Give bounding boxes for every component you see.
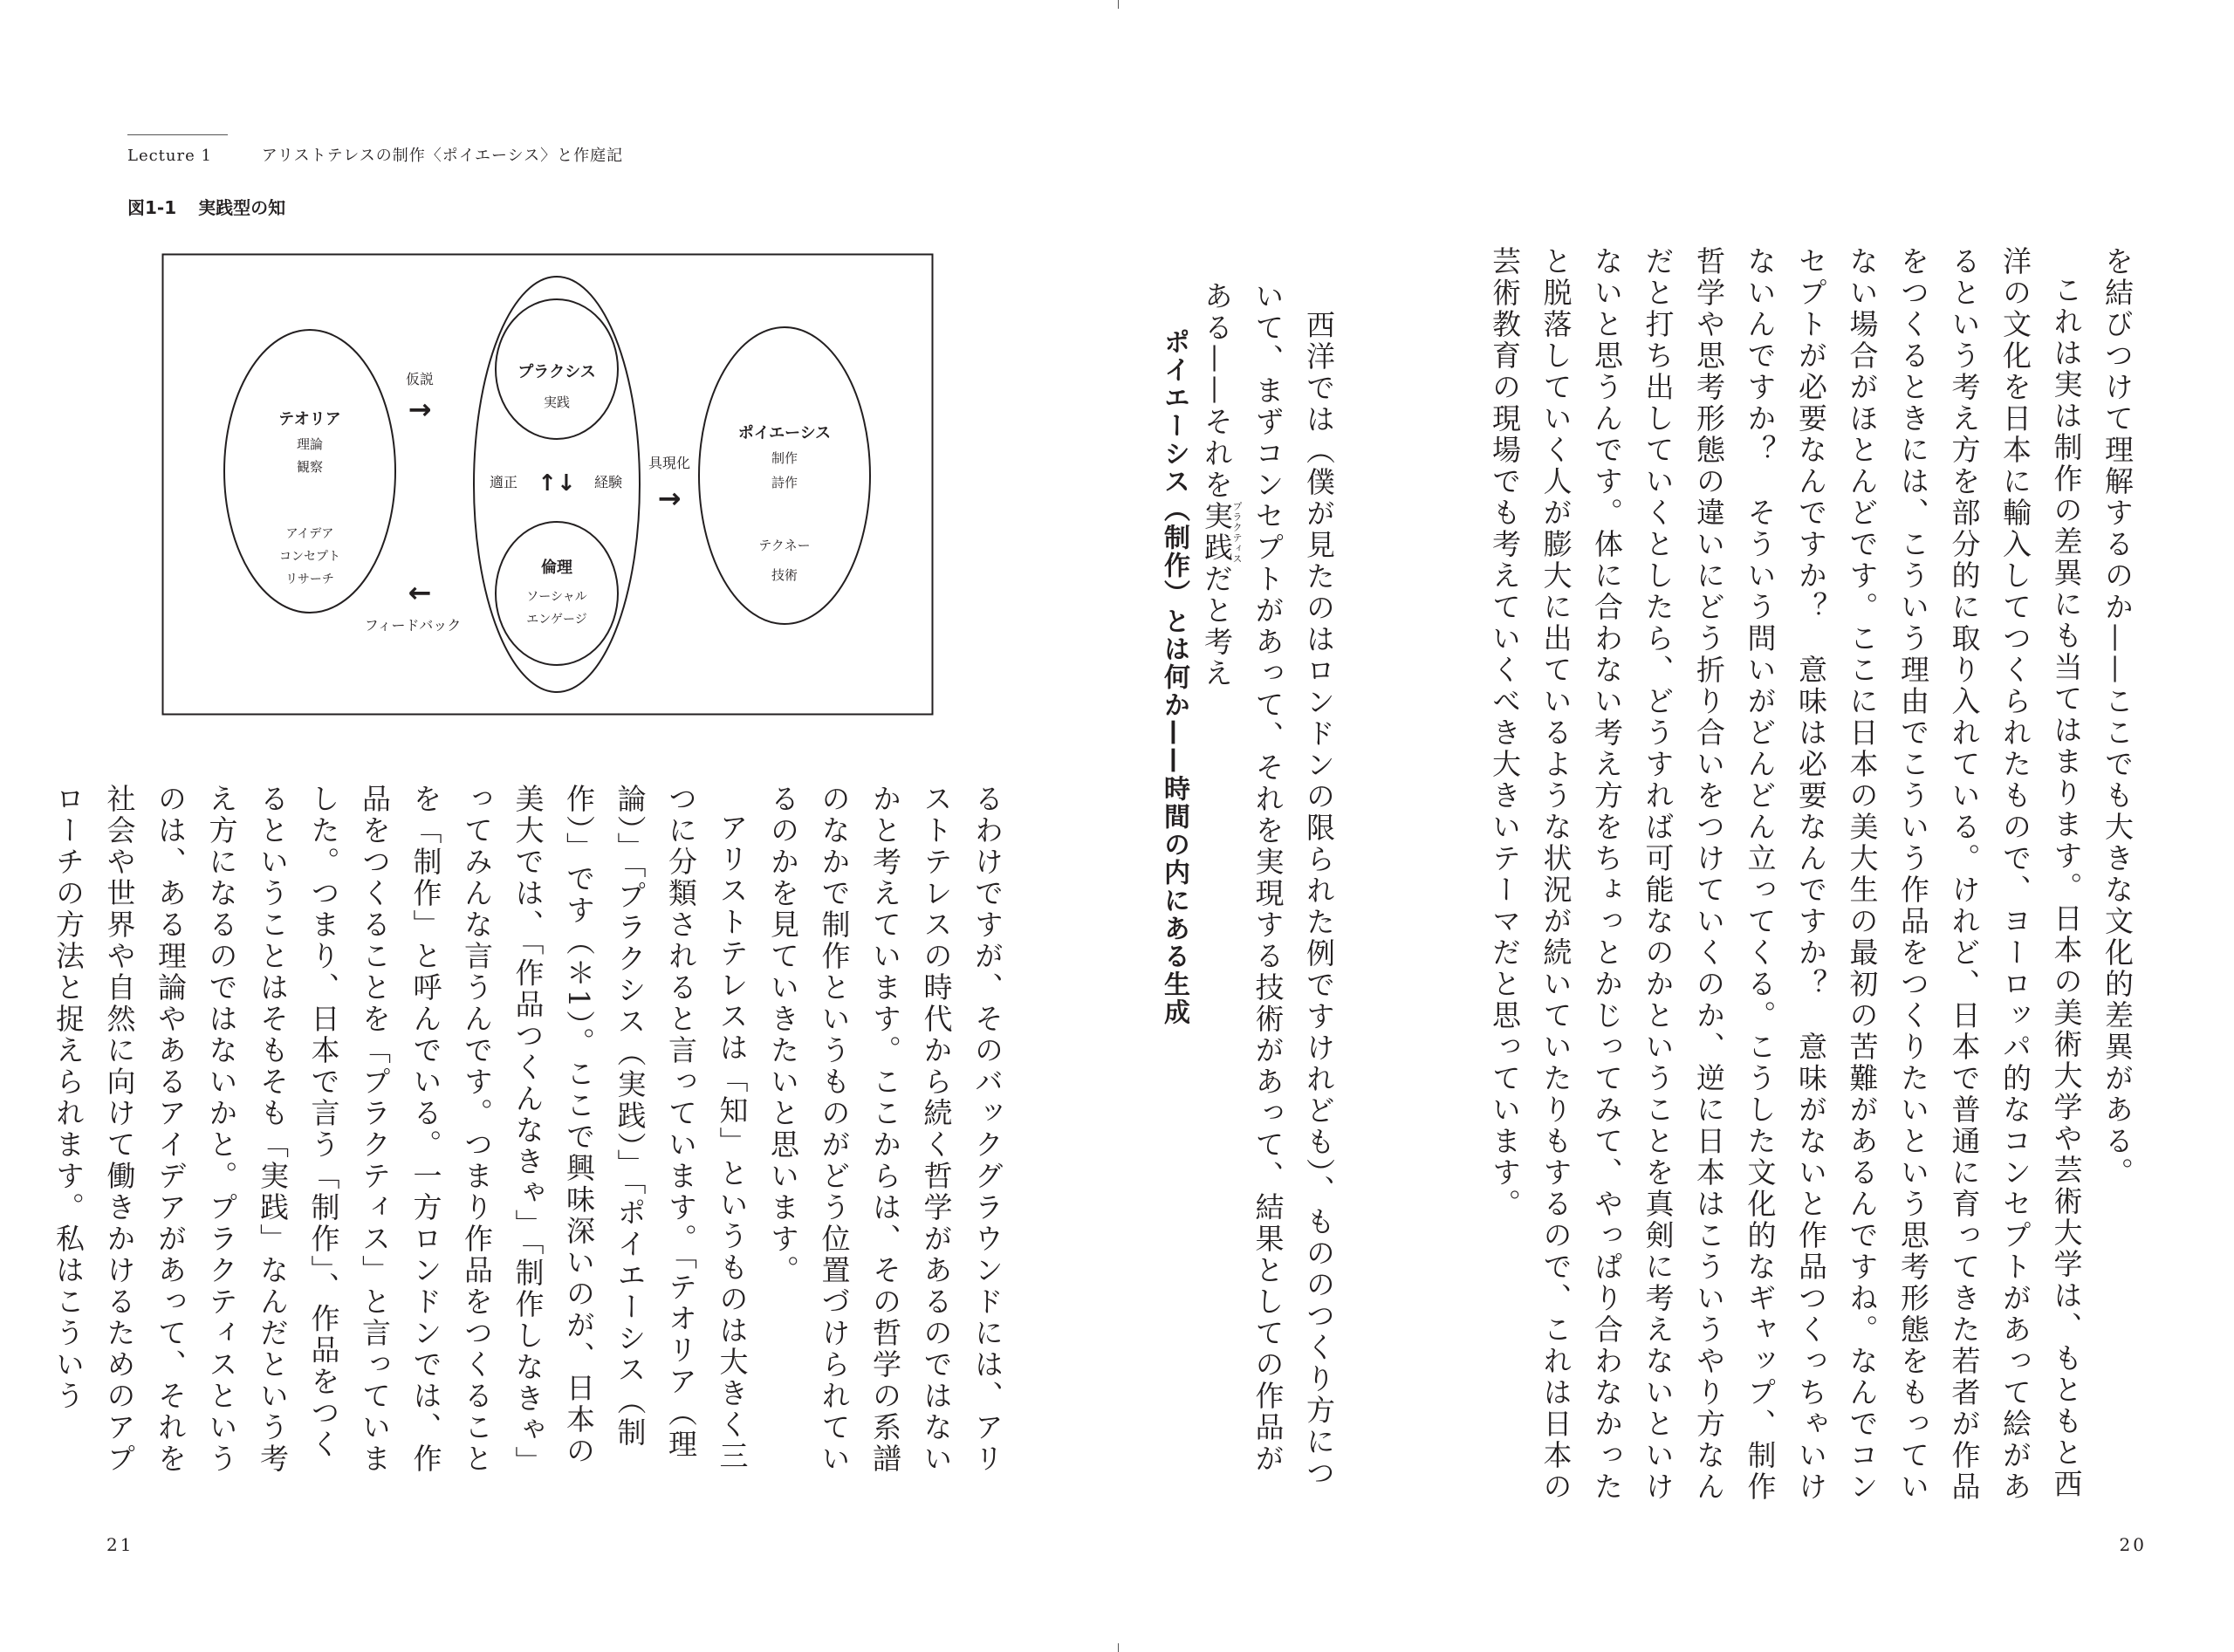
hypothesis-label: 仮説 bbox=[405, 371, 435, 387]
practice-knowledge-diagram bbox=[161, 253, 934, 716]
figure-caption bbox=[127, 194, 285, 219]
left-page-body bbox=[43, 784, 1013, 1482]
poiesis-sub2: 技術 bbox=[771, 567, 798, 583]
poiesis-line2: 詩作 bbox=[771, 475, 798, 490]
section-body bbox=[1191, 281, 1345, 1503]
theoria-line2: 観察 bbox=[296, 459, 324, 475]
practice-ruby bbox=[1200, 501, 1243, 564]
page-number-right: 20 bbox=[2119, 1534, 2147, 1555]
poiesis-line1: 制作 bbox=[771, 450, 798, 466]
right-paragraph-2: これは実は制作の差異にも当てはまります。日本の美術大学や芸術大学は、もともと西洋の文化を日本に輸入してつくられたもので、ヨーロッパ的なコンセプトがあって絵があるという考え方を部分的に取り入れている。けれど、日本で普通に育ってきた若者が作品をつくるときには、こういう理由でこういう作品をつくりたいという思考形態をもっていない場合がほとんどです。ここに日本の美大生の最初の苦難があるんですね。なんでコンセプトが必要なんですか？ 意味は必要なんですか？ 意味がないと作品つくっちゃいけないんですか？ そういう問いがどんどん立ってくる。こうした文化的なギャップ、制作哲学や思考形態の違いにどう折り合いをつけていくのか、逆に日本はこういうやり方なんだと打ち出していくとしたら、どうすれば可能なのかということを真剣に考えないといけないと思うんです。体に合わない考え方をちょっとかじってみて、やっぱり合わなかったと脱落していく人が膨大に出ているような状況が続いていたりもするので、これは日本の芸術教育の現場でも考えていくべき大きいテーマだと思っています。 bbox=[1488, 246, 2084, 1503]
lecture-title: アリストテレスの制作〈ポイエーシス〉と作庭記 bbox=[261, 147, 624, 165]
section-heading: ポイエーシス（制作）とは何か——時間の内にある生成 bbox=[1159, 328, 1189, 1026]
lecture-label: Lecture 1 bbox=[127, 147, 212, 165]
theoria-sub1: アイデア bbox=[285, 527, 334, 541]
updown-arrows: ↑↓ bbox=[538, 470, 576, 497]
poiesis-title: ポイエーシス bbox=[737, 424, 832, 442]
section-text-after: だと考え bbox=[1200, 564, 1234, 689]
theoria-title: テオリア bbox=[278, 410, 341, 428]
feedback-label: フィードバック bbox=[364, 617, 462, 634]
right-paragraph-1: を結びつけて理解するのか——ここでも大きな文化的差異がある。 bbox=[2100, 246, 2135, 1189]
praxis-sub: 実践 bbox=[543, 394, 571, 410]
ethics-sub2: エンゲージ bbox=[526, 613, 587, 627]
section-paragraph bbox=[1191, 281, 1345, 1503]
theoria-sub2: コンセプト bbox=[279, 550, 340, 564]
feedback-arrow: ← bbox=[408, 576, 432, 609]
left-paragraph-2: アリストテレスは「知」というものは大きく三つに分類されると言っています。「テオリア（理論）」「プラクシス（実践）」「ポイエーシス（制作）」です（＊1）。ここで興味深いのが、日本の美大では、「作品つくんなきゃ」「制作しなきゃ」ってみんな言うんです。つまり作品をつくることを「制作」と呼んでいる。一方ロンドンでは、作品をつくることを「プラクティス」と言っていました。つまり、日本で言う「制作」、作品をつくるということはそもそも「実践」なんだという考え方になるのではないかと。プラクティスというのは、ある理論やあるアイデアがあって、それを社会や世界や自然に向けて働きかけるためのアプローチの方法と捉えられます。私はこういう bbox=[51, 784, 750, 1477]
top-crop-mark bbox=[1118, 0, 1119, 9]
theoria-line1: 理論 bbox=[296, 436, 324, 452]
praxis-title: プラクシス bbox=[517, 363, 596, 381]
ruby-reading: プラクティス bbox=[1231, 501, 1243, 564]
keiken-label: 経験 bbox=[593, 474, 623, 490]
header-rule bbox=[127, 134, 228, 135]
poiesis-sub1: テクネー bbox=[758, 538, 811, 553]
ethics-sub1: ソーシャル bbox=[526, 590, 587, 604]
figure-caption-text: 実践型の知 bbox=[198, 197, 286, 218]
bottom-crop-mark bbox=[1118, 1643, 1119, 1652]
right-page-body bbox=[1479, 246, 2143, 1520]
figure-number: 図1-1 bbox=[127, 197, 177, 218]
ruby-base: 実践 bbox=[1200, 501, 1234, 564]
running-head bbox=[127, 143, 623, 166]
hypothesis-arrow: → bbox=[408, 393, 432, 426]
section-text-before: 西洋では（僕が見たのはロンドンの限られた例ですけれども）、もののつくり方について、まずコンセプトがあって、それを実現する技術があって、結果としての作品がある——それを bbox=[1200, 281, 1336, 1490]
theoria-sub3: リサーチ bbox=[285, 572, 334, 586]
page-number-left: 21 bbox=[106, 1534, 134, 1555]
embodiment-label: 具現化 bbox=[648, 455, 691, 471]
ethics-title: 倫理 bbox=[541, 559, 572, 577]
tekisei-label: 適正 bbox=[489, 474, 518, 490]
left-paragraph-1: るわけですが、そのバックグラウンドには、アリストテレスの時代から続く哲学があるのではないかと考えています。ここからは、その哲学の系譜のなかで制作というものがどう位置づけられているのかを見ていきたいと思います。 bbox=[766, 784, 1004, 1475]
embodiment-arrow: → bbox=[657, 482, 682, 515]
